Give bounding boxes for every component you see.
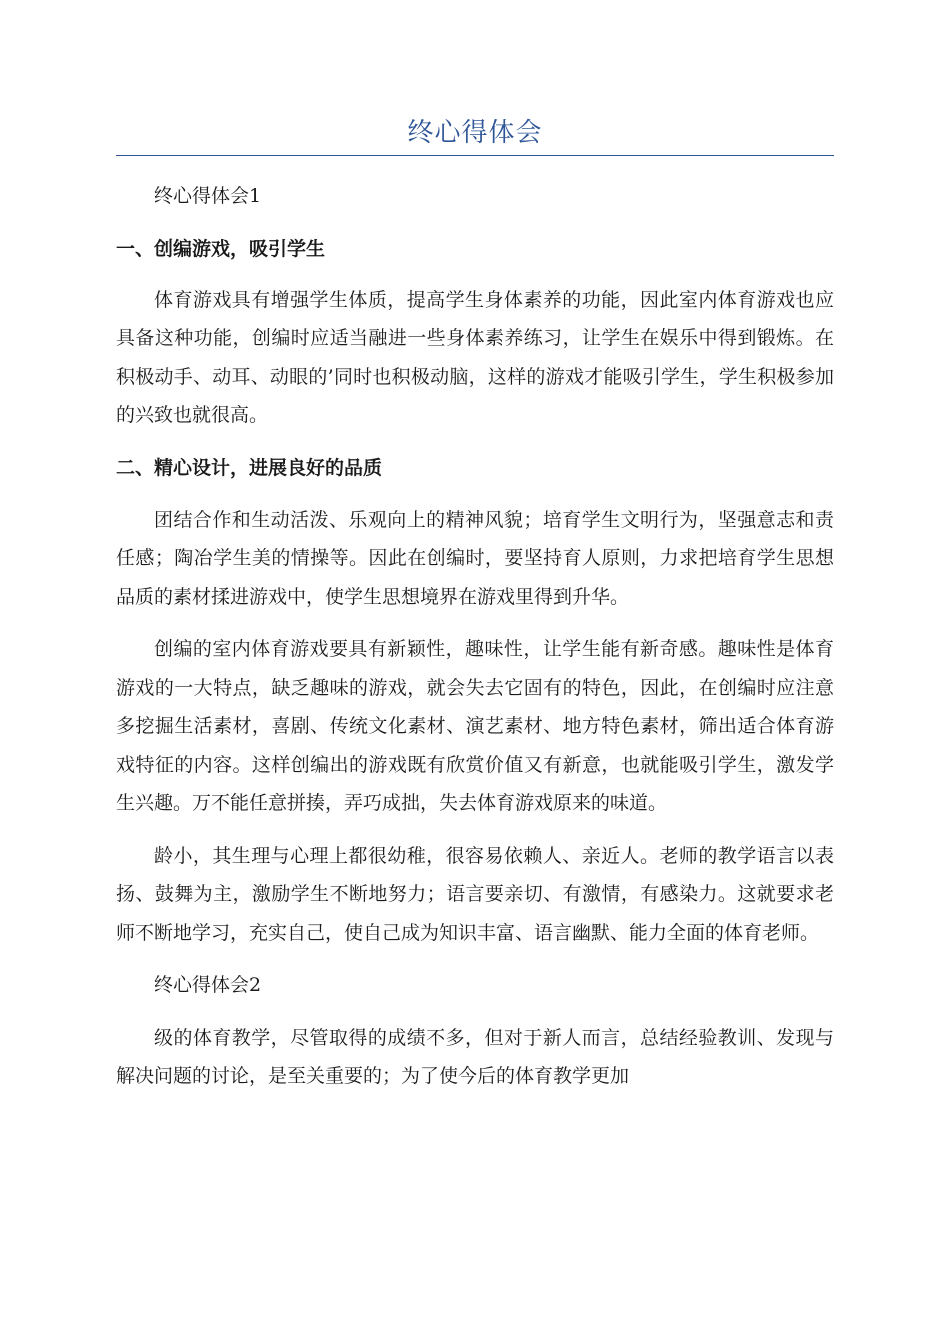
page-title: 终心得体会 — [407, 118, 543, 148]
title-divider — [116, 155, 834, 156]
section-heading-2: 二、精心设计，进展良好的品质 — [116, 456, 383, 479]
paragraph-4: 龄小，其生理与心理上都很幼稚，很容易依赖人、亲近人。老师的教学语言以表扬、鼓舞为主，激励学生不断地努力；语言要亲切、有激情，有感染力。这就要求老师不断地学习，充实自己，使自己成为知识丰富、语言幽默、能力全面的体育老师。 — [116, 844, 834, 944]
paragraph-2: 团结合作和生动活泼、乐观向上的精神风貌；培育学生文明行为，坚强意志和责任感；陶冶学生美的情操等。因此在创编时，要坚持育人原则，力求把培育学生思想品质的素材揉进游戏中，使学生思想境界在游戏里得到升华。 — [116, 508, 834, 608]
paragraph-1: 体育游戏具有增强学生体质，提高学生身体素养的功能，因此室内体育游戏也应具备这种功能，创编时应适当融进一些身体素养练习，让学生在娱乐中得到锻炼。在积极动手、动耳、动眼的’同时也积极动脑，这样的游戏才能吸引学生，学生积极参加的兴致也就很高。 — [116, 288, 834, 426]
paragraph-3: 创编的室内体育游戏要具有新颖性，趣味性，让学生能有新奇感。趣味性是体育游戏的一大特点，缺乏趣味的游戏，就会失去它固有的特色，因此，在创编时应注意多挖掘生活素材，喜剧、传统文化素材、演艺素材、地方特色素材，筛出适合体育游戏特征的内容。这样创编出的游戏既有欣赏价值又有新意，也就能吸引学生，激发学生兴趣。万不能任意拼揍，弄巧成拙，失去体育游戏原来的味道。 — [116, 638, 834, 814]
paragraph-5: 级的体育教学，尽管取得的成绩不多，但对于新人而言，总结经验教训、发现与解决问题的讨论，是至关重要的；为了使今后的体育教学更加 — [116, 1026, 834, 1087]
section-subtitle-1: 终心得体会1 — [154, 185, 262, 207]
section-subtitle-2: 终心得体会2 — [154, 974, 262, 996]
document-page — [116, 0, 834, 1096]
section-heading-1: 一、创编游戏，吸引学生 — [116, 237, 326, 260]
